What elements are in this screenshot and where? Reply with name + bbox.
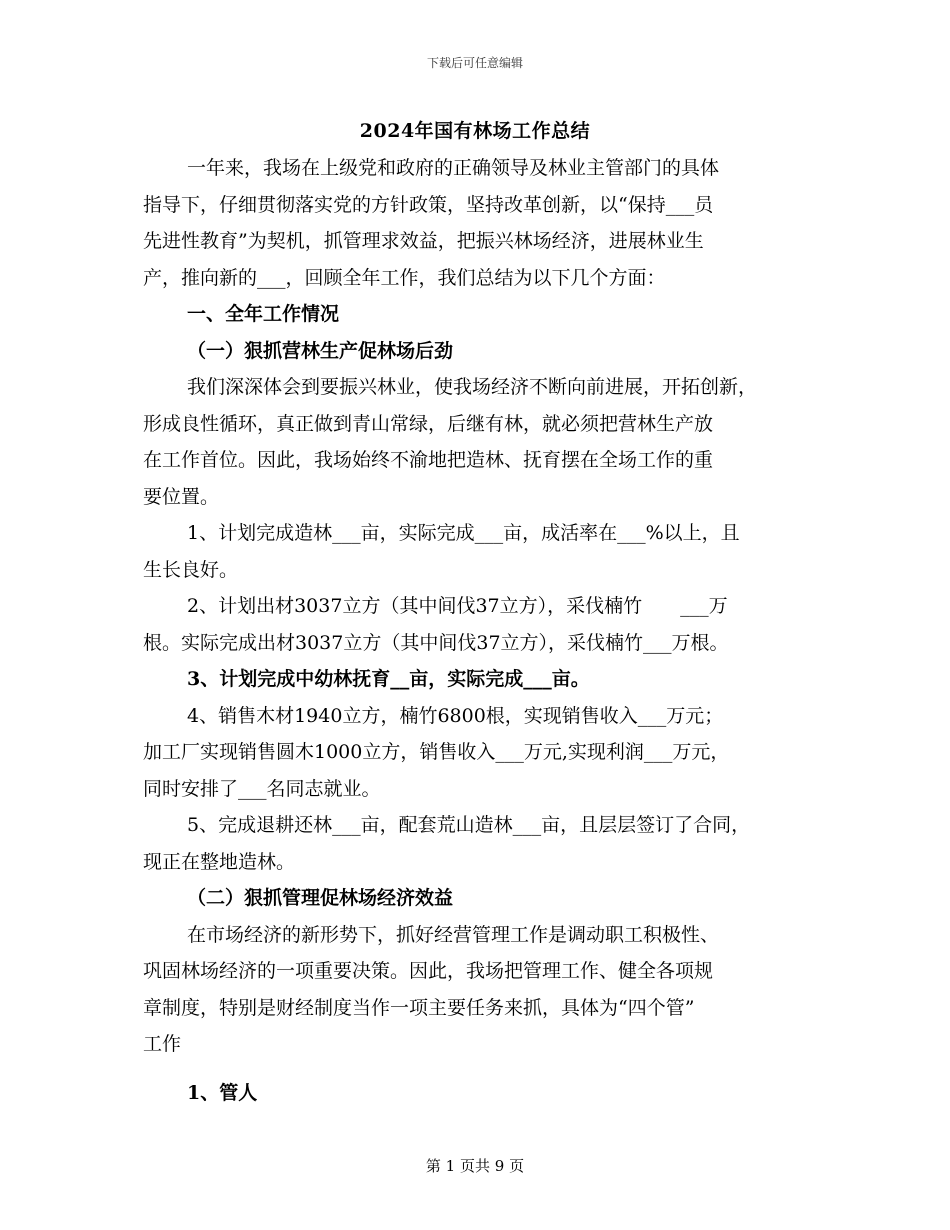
list-item: 1、计划完成造林___亩，实际完成___亩，成活率在___%以上，且 xyxy=(187,522,740,544)
list-item: 5、完成退耕还林___亩，配套荒山造林___亩，且层层签订了合同， xyxy=(187,814,751,836)
paragraph-line: 指导下，仔细贯彻落实党的方针政策，坚持改革创新，以“保持___员 xyxy=(143,193,714,216)
paragraph-line: 要位置。 xyxy=(143,485,220,508)
paragraph-line: 形成良性循环，真正做到青山常绿，后继有林，就必须把营林生产放 xyxy=(143,412,714,435)
spacer xyxy=(143,1063,823,1075)
paragraph-line: 加工厂实现销售圆木1000立方，销售收入___万元,实现利润___万元， xyxy=(143,741,730,763)
list-item-bold: 3、计划完成中幼林抚育__亩，实际完成___亩。 xyxy=(187,668,590,690)
page-header: 下载后可任意编辑 xyxy=(426,56,523,70)
paragraph-line: 生长良好。 xyxy=(143,558,239,581)
list-item-bold: 1、管人 xyxy=(187,1081,258,1104)
paragraph-line: 巩固林场经济的一项重要决策。因此，我场把管理工作、健全各项规 xyxy=(143,960,714,982)
paragraph-line: 在工作首位。因此，我场始终不渝地把造林、抚育摆在全场工作的重 xyxy=(143,449,714,471)
subsection-heading: （二）狠抓管理促林场经济效益 xyxy=(187,887,454,909)
page-footer: 第 1 页共 9 页 xyxy=(425,1157,525,1175)
document-body xyxy=(143,150,823,1111)
paragraph-line: 章制度，特别是财经制度当作一项主要任务来抓，具体为“四个管” xyxy=(143,996,695,1019)
paragraph-line: 现正在整地造林。 xyxy=(143,850,296,873)
list-item: 4、销售木材1940立方，楠竹6800根，实现销售收入___万元； xyxy=(187,704,724,727)
list-item: 2、计划出材3037立方（其中间伐37立方），采伐楠竹 ___万 xyxy=(187,595,728,617)
document-title: 2024年国有林场工作总结 xyxy=(359,120,591,142)
paragraph-line: 同时安排了___名同志就业。 xyxy=(143,777,381,800)
paragraph-line: 我们深深体会到要振兴林业，使我场经济不断向前进展，开拓创新， xyxy=(187,376,758,398)
paragraph-line: 工作 xyxy=(143,1033,182,1055)
paragraph-line: 一年来，我场在上级党和政府的正确领导及林业主管部门的具体 xyxy=(187,157,720,179)
paragraph-line: 先进性教育”为契机，抓管理求效益，把振兴林场经济，进展林业生 xyxy=(143,230,704,252)
subsection-heading: （一）狠抓营林生产促林场后劲 xyxy=(187,339,454,362)
paragraph-line: 在市场经济的新形势下，抓好经营管理工作是调动职工积极性、 xyxy=(187,923,720,946)
paragraph-line: 产，推向新的___，回顾全年工作，我们总结为以下几个方面： xyxy=(143,266,666,289)
paragraph-line: 根。实际完成出材3037立方（其中间伐37立方），采伐楠竹___万根。 xyxy=(143,631,729,654)
section-heading: 一、全年工作情况 xyxy=(187,303,340,325)
